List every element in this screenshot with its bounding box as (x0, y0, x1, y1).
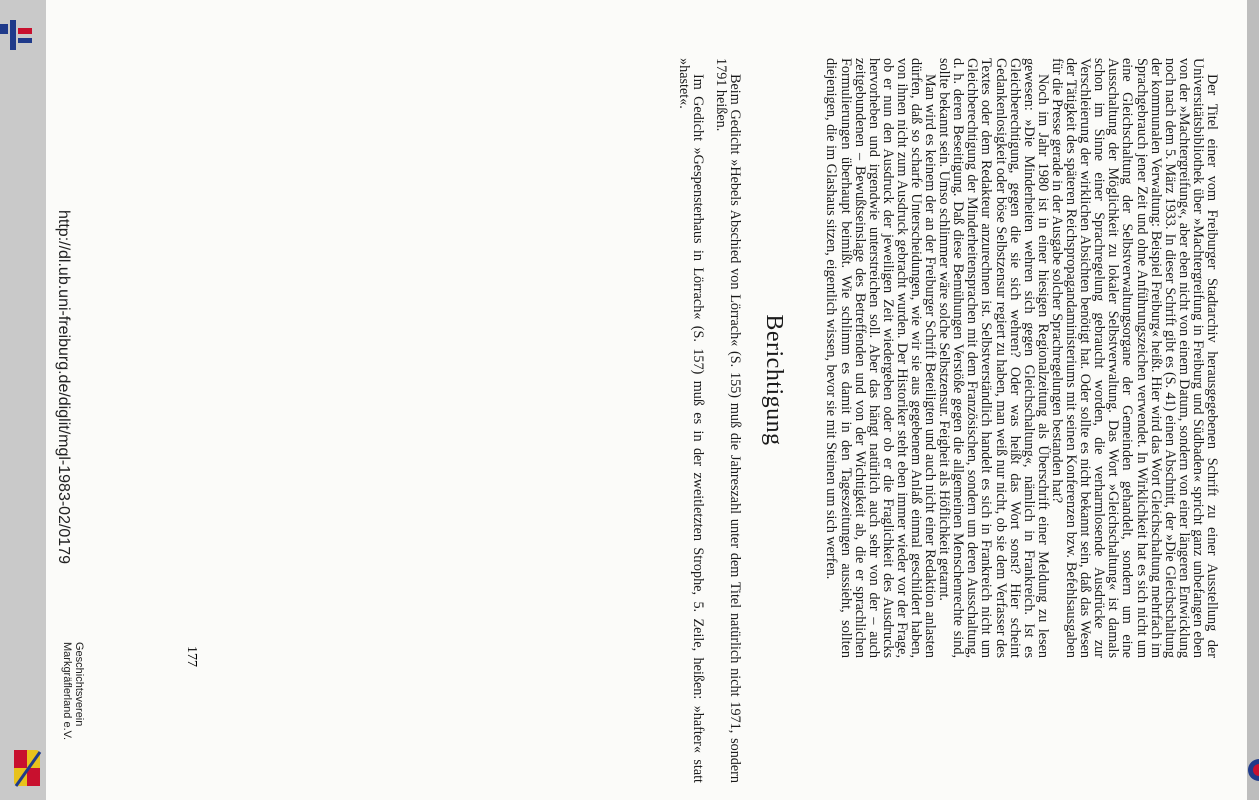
society-line-2: Markgräflerland e.V. (61, 642, 73, 741)
section-heading: Berichtigung (761, 314, 787, 446)
society-name (61, 642, 85, 740)
correction-1: Beim Gedicht »Hebels Abschied von Lörrach« (S. 155) muß die Jahreszahl unter dem Titel natürlich nicht 1971, sondern 1791 heißen. (712, 58, 743, 783)
left-margin (0, 0, 47, 800)
right-margin (1247, 0, 1259, 800)
page-number: 177 (184, 646, 199, 667)
corrections (668, 58, 742, 783)
scanned-page (46, 0, 1247, 800)
article-body (824, 58, 1219, 658)
seal-partial-icon (1247, 755, 1259, 785)
paragraph-3: Man wird es keinem der an der Freiburger Schrift Beteiligten und auch nicht einer Redaktion anlasten dürfen, daß so scharfe Unterscheidungen, wie wir sie aus gegebenem Anlaß einmal geschildert haben, von ihnen nicht zum Ausdruck gebracht wurden. Der Historiker steht eben immer wieder vor der Frage, ob er nun den Ausdruck der jeweiligen Zeit wiedergeben oder ob er die Fraglichkeit des Ausdrucks hervorheben und irgendwie unterstreichen soll. Aber das hängt natürlich auch sehr von der – auch zeitgebundenen – Bewußtseinslage des Betreffenden und von der Wichtigkeit ab, die er sprachlichen Formulierungen überhaupt beimißt. Wie schlimm es damit in den Tageszeitungen aussieht, sollten diejenigen, die im Glashaus sitzen, eigentlich wissen, bevor sie mit Steinen um sich werfen. (823, 58, 939, 658)
paragraph-1: Der Titel einer vom Freiburger Stadtarchiv herausgegebenen Schrift zu einer Ausstellung der Universitätsbibliothek über »Machtergreifung in Freiburg und Südbaden« spricht ganz unbefangen eben von der »Machtergreifung«, aber eben nicht von einem Datum, sondern von einer längeren Entwicklung noch nach dem 5. März 1933. In dieser Schrift gibt es (S. 41) einen Abschnitt, der »Die Gleichschaltung der kommunalen Verwaltung: Beispiel Freiburg« heißt. Hier wird das Wort Gleichschaltung mehrfach im Sprachgebrauch jener Zeit und ohne Anführungszeichen verwendet. In Wirklichkeit hat es sich nicht um eine Gleichschaltung der Selbstverwaltungsorgane der Gemeinden gehandelt, sondern um eine Ausschaltung der Möglichkeit zu lokaler Selbstverwaltung. Das Wort »Gleichschaltung« ist damals schon im Sinne einer Sprachregelung gebraucht worden, die verharmlosende Ausdrücke zur Verschleierung der wirklichen Absichten benötigt hat. Oder sollte es nicht bekannt sein, daß das Wesen der Tätigkeit des späteren Reichspropagandaministeriums mit seinen Konferenzen bzw. Befehlsausgaben für die Presse gerade in der Ausgabe solcher Sprachregelungen bestanden hat? (1048, 58, 1220, 658)
university-logo-icon (0, 18, 36, 54)
society-line-1: Geschichtsverein (73, 642, 85, 727)
paragraph-2: Noch im Jahr 1980 ist in einer hiesigen Regionalzeitung als Überschrift einer Meldung zu lesen gewesen: »Die Minderheiten wehren sich gegen Gleichschaltung«, nämlich in Frankreich. Ist es Gleichberechtigung, gegen die sie sich wehren? Oder was heißt das Wort sonst? Hier scheint Gedankenlosigkeit oder böse Selbstzensur regiert zu haben, man weiß nur nicht, ob sie dem Verfasser des Textes oder dem Redakteur anzurechnen ist. Selbstverständlich handelt es sich in Frankreich nicht um Gleichberechtigung der Minderheitensprachen mit dem Französischen, sondern um deren Ausschaltung, d. h. deren Beseitigung. Daß diese Bemühungen Verstöße gegen die allgemeinen Menschenrechte sind, sollte bekannt sein. Umso schlimmer wäre solche Selbstzensur. Feigheit als Höflichkeit getarnt. (936, 58, 1051, 658)
footer-url[interactable]: http://dl.ub.uni-freiburg.de/diglit/mgl-1983-02/0179 (55, 210, 72, 564)
rotated-page-content (46, 0, 1247, 800)
correction-2: Im Gedicht »Gespensterhaus in Lörrach« (S. 157) muß es in der zweitletzten Strophe, 5. Zeile, heißen: »hafter« statt »hastet«. (675, 58, 706, 783)
society-coat-of-arms-icon (12, 748, 42, 788)
